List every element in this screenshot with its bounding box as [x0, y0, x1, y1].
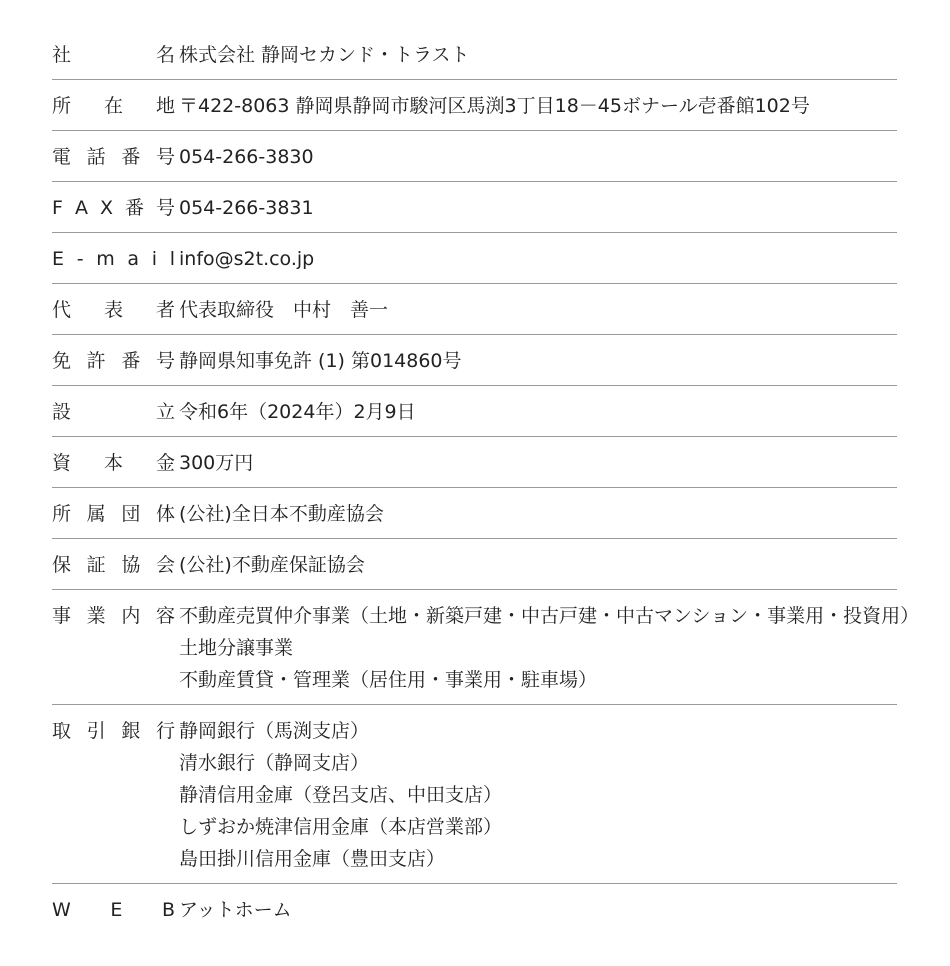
- row-label-business: [52, 590, 179, 704]
- row-label-char: 属: [86, 503, 106, 525]
- row-label-established: [52, 386, 179, 436]
- row-label-char: 取: [52, 720, 72, 742]
- row-value-line: 不動産売買仲介事業（土地・新築戸建・中古戸建・中古マンション・事業用・投資用）: [179, 605, 920, 627]
- row-label-char: 引: [86, 720, 106, 742]
- row-label-char: 地: [155, 95, 175, 117]
- row-label-char: 番: [124, 197, 144, 219]
- profile-row-address: [52, 80, 897, 131]
- row-value-line: 300万円: [179, 452, 254, 474]
- row-label-char: 名: [155, 44, 175, 66]
- row-label-char: 表: [103, 299, 123, 321]
- row-label-char: 保: [52, 554, 72, 576]
- row-label-char: W: [52, 899, 71, 921]
- row-value-established: [179, 386, 897, 436]
- row-label-guarantee: [52, 539, 179, 589]
- profile-row-affiliation: [52, 488, 897, 539]
- row-label-char: 銀: [121, 720, 141, 742]
- row-value-line: 静岡銀行（馬渕支店）: [179, 720, 370, 742]
- row-value-line: (公社)全日本不動産協会: [179, 503, 384, 525]
- row-value-line: 054-266-3830: [179, 146, 314, 168]
- row-label-char: 免: [52, 350, 72, 372]
- row-label-char: 体: [155, 503, 175, 525]
- profile-row-business: [52, 590, 920, 705]
- row-label-char: 設: [52, 401, 72, 423]
- row-value-line: 不動産賃貸・管理業（居住用・事業用・駐車場）: [179, 669, 598, 691]
- row-value-banks: [179, 705, 897, 883]
- row-label-char: 容: [155, 605, 175, 627]
- row-label-char: A: [74, 197, 88, 219]
- row-label-address: [52, 80, 179, 130]
- row-label-char: 資: [52, 452, 72, 474]
- row-label-license: [52, 335, 179, 385]
- row-label-char: i: [151, 248, 158, 270]
- row-value-line: 〒422-8063 静岡県静岡市駿河区馬渕3丁目18－45ボナール壱番館102号: [179, 95, 810, 117]
- row-label-representative: [52, 284, 179, 334]
- row-label-char: X: [99, 197, 113, 219]
- company-profile-table: [52, 29, 920, 934]
- row-value-line: 静岡県知事免許 (1) 第014860号: [179, 350, 462, 372]
- row-label-web: [52, 884, 179, 934]
- row-label-char: 内: [121, 605, 141, 627]
- profile-row-email: [52, 233, 897, 284]
- row-label-char: 電: [52, 146, 72, 168]
- row-value-line: 代表取締役 中村 善一: [179, 299, 389, 321]
- row-label-char: 業: [86, 605, 106, 627]
- row-label-char: E: [52, 248, 65, 270]
- row-value-line: 清水銀行（静岡支店）: [179, 752, 370, 774]
- profile-row-fax: [52, 182, 897, 233]
- row-value-email[interactable]: [179, 233, 897, 283]
- row-value-fax: [179, 182, 897, 232]
- row-label-char: 所: [52, 95, 72, 117]
- row-value-business: [179, 590, 919, 704]
- row-label-char: 代: [52, 299, 72, 321]
- profile-row-capital: [52, 437, 897, 488]
- row-label-char: F: [52, 197, 63, 219]
- row-label-char: 号: [155, 197, 175, 219]
- row-label-char: 話: [86, 146, 106, 168]
- row-label-char: 協: [121, 554, 141, 576]
- row-label-char: 号: [155, 350, 175, 372]
- row-label-char: B: [161, 899, 175, 921]
- row-label-company-name: [52, 29, 179, 79]
- row-label-char: 番: [121, 146, 141, 168]
- profile-row-guarantee: [52, 539, 897, 590]
- row-value-phone: [179, 131, 897, 181]
- row-value-line: 島田掛川信用金庫（豊田支店）: [179, 848, 446, 870]
- row-label-char: 金: [155, 452, 175, 474]
- profile-row-banks: [52, 705, 897, 884]
- row-label-char: 証: [86, 554, 106, 576]
- row-label-char: -: [76, 248, 84, 270]
- row-label-char: 事: [52, 605, 72, 627]
- row-label-char: 立: [155, 401, 175, 423]
- profile-row-established: [52, 386, 897, 437]
- row-label-char: 在: [103, 95, 123, 117]
- row-label-capital: [52, 437, 179, 487]
- row-value-capital: [179, 437, 897, 487]
- row-value-web: [179, 884, 897, 934]
- row-label-char: E: [110, 899, 123, 921]
- row-value-line: 令和6年（2024年）2月9日: [179, 401, 416, 423]
- row-value-line: (公社)不動産保証協会: [179, 554, 365, 576]
- row-value-line: 静清信用金庫（登呂支店、中田支店）: [179, 784, 503, 806]
- row-value-line: しずおか焼津信用金庫（本店営業部）: [179, 816, 503, 838]
- row-label-char: 所: [52, 503, 72, 525]
- row-label-affiliation: [52, 488, 179, 538]
- profile-row-representative: [52, 284, 897, 335]
- row-value-guarantee: [179, 539, 897, 589]
- row-value-affiliation: [179, 488, 897, 538]
- row-label-char: 団: [121, 503, 141, 525]
- row-value-line: 土地分譲事業: [179, 637, 294, 659]
- profile-row-web: [52, 884, 897, 934]
- row-label-phone: [52, 131, 179, 181]
- row-value-representative: [179, 284, 897, 334]
- row-label-char: l: [169, 248, 175, 270]
- row-label-char: 本: [103, 452, 123, 474]
- row-value-line: アットホーム: [179, 899, 292, 921]
- row-label-char: a: [127, 248, 140, 270]
- row-value-line: info@s2t.co.jp: [179, 248, 315, 270]
- row-label-fax: [52, 182, 179, 232]
- row-label-char: 番: [121, 350, 141, 372]
- row-value-line: 株式会社 静岡セカンド・トラスト: [179, 44, 470, 66]
- row-value-license: [179, 335, 897, 385]
- row-label-char: 会: [155, 554, 175, 576]
- row-value-company-name: [179, 29, 897, 79]
- row-label-char: 者: [155, 299, 175, 321]
- row-label-email: [52, 233, 179, 283]
- row-label-char: 社: [52, 44, 72, 66]
- profile-row-license: [52, 335, 897, 386]
- row-label-char: m: [96, 248, 115, 270]
- row-label-char: 行: [155, 720, 175, 742]
- row-value-address: [179, 80, 897, 130]
- row-label-banks: [52, 705, 179, 883]
- row-label-char: 号: [155, 146, 175, 168]
- row-value-line: 054-266-3831: [179, 197, 314, 219]
- profile-row-company-name: [52, 29, 897, 80]
- row-label-char: 許: [86, 350, 106, 372]
- profile-row-phone: [52, 131, 897, 182]
